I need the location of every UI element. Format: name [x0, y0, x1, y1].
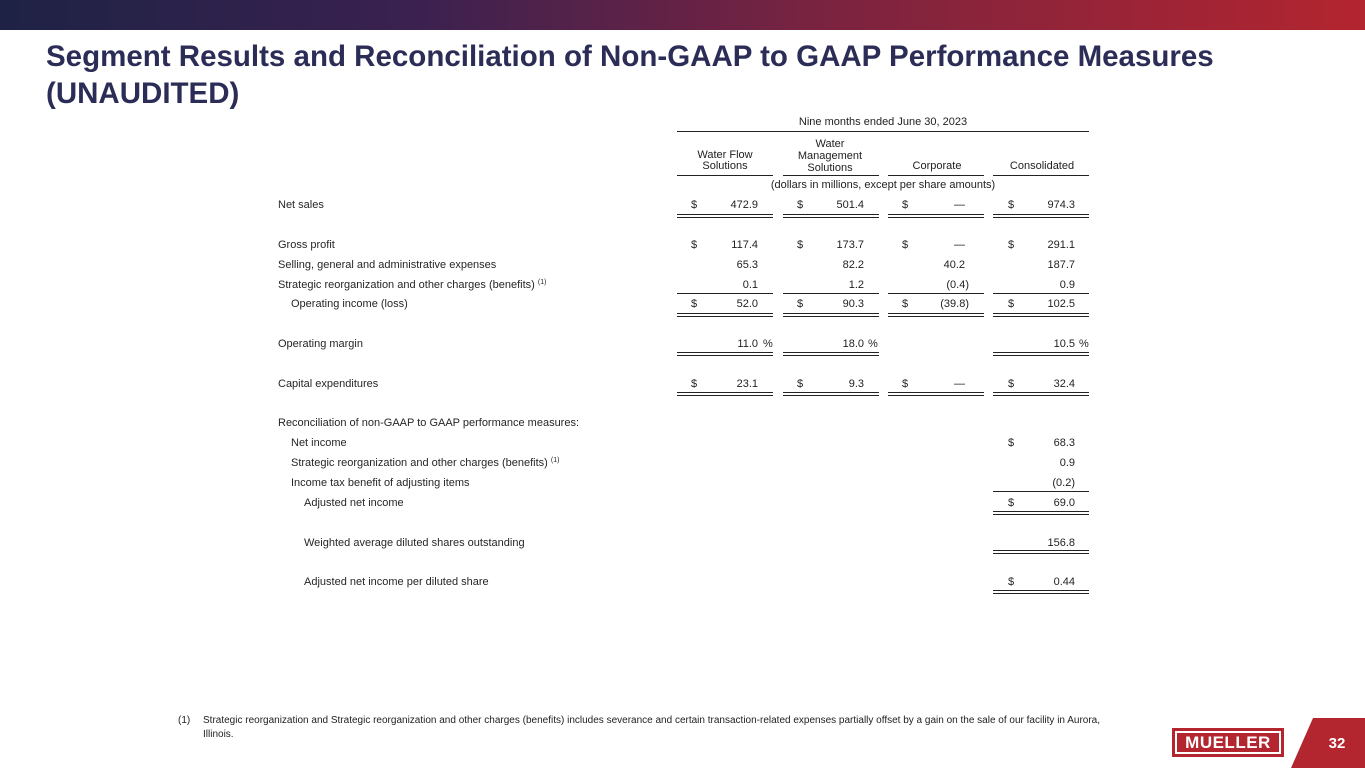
- recon-label-per-share: Adjusted net income per diluted share: [304, 576, 489, 588]
- currency-symbol: $: [797, 199, 804, 211]
- cell-op-margin-wms: 18.0: [842, 338, 864, 350]
- col-header-wfs-line-2: Solutions: [702, 160, 748, 172]
- col-header-corporate: Corporate: [912, 160, 962, 172]
- double-rule: [783, 214, 879, 218]
- cell-strategic-cons: 0.9: [1059, 279, 1075, 291]
- percent-sign: %: [1079, 338, 1089, 350]
- currency-symbol: $: [1008, 576, 1015, 588]
- col-header-wfs-line-1: Water Flow: [697, 149, 753, 161]
- recon-label-net-income: Net income: [291, 437, 347, 449]
- cell-recon-tax: (0.2): [1052, 477, 1075, 489]
- double-rule: [783, 352, 879, 356]
- cell-op-income-wms: 90.3: [842, 298, 864, 310]
- row-label-sga: Selling, general and administrative expenses: [278, 259, 497, 271]
- cell-recon-per-share: 0.44: [1053, 576, 1075, 588]
- double-rule: [993, 590, 1089, 594]
- col-header-corporate-rule: [888, 175, 984, 176]
- cell-capex-cons: 32.4: [1053, 378, 1075, 390]
- currency-symbol: $: [1008, 239, 1015, 251]
- double-rule: [888, 313, 984, 317]
- recon-label-adj-net-income: Adjusted net income: [304, 497, 404, 509]
- cell-op-income-corp: (39.8): [940, 298, 969, 310]
- subtotal-rule: [993, 293, 1089, 294]
- subtotal-rule: [888, 293, 984, 294]
- currency-symbol: $: [902, 239, 909, 251]
- currency-symbol: $: [691, 298, 698, 310]
- cell-op-margin-cons: 10.5: [1053, 338, 1075, 350]
- mueller-logo-text: MUELLER: [1177, 733, 1279, 752]
- recon-heading: Reconciliation of non-GAAP to GAAP performance measures:: [278, 417, 580, 429]
- recon-label-strategic: [291, 457, 559, 470]
- cell-recon-adj-net-income: 69.0: [1053, 497, 1075, 509]
- page-number: 32: [1328, 735, 1346, 752]
- currency-symbol: $: [797, 378, 804, 390]
- cell-capex-wms: 9.3: [848, 378, 864, 390]
- recon-label-shares: Weighted average diluted shares outstanding: [304, 537, 525, 549]
- double-rule: [677, 214, 773, 218]
- double-rule: [993, 214, 1089, 218]
- cell-capex-wfs: 23.1: [736, 378, 758, 390]
- recon-label-strategic-text: Strategic reorganization and other charges (benefits): [291, 457, 548, 469]
- subtotal-rule: [993, 491, 1089, 492]
- units-note: (dollars in millions, except per share amounts): [770, 179, 996, 191]
- cell-op-income-wfs: 52.0: [736, 298, 758, 310]
- footnote-ref: (1): [537, 279, 547, 286]
- footnote-ref: (1): [550, 457, 560, 464]
- currency-symbol: $: [1008, 298, 1015, 310]
- double-rule: [677, 352, 773, 356]
- cell-strategic-wfs: 0.1: [742, 279, 758, 291]
- double-rule: [888, 214, 984, 218]
- footnote-number: (1): [178, 715, 191, 726]
- col-header-wfs-rule: [677, 175, 773, 176]
- col-header-wms-line-1: Water: [815, 138, 845, 150]
- currency-symbol: $: [691, 239, 698, 251]
- currency-symbol: $: [691, 378, 698, 390]
- cell-net-sales-wfs: 472.9: [730, 199, 758, 211]
- cell-gross-profit-cons: 291.1: [1047, 239, 1075, 251]
- row-label-strategic-reorg: [278, 279, 546, 292]
- cell-op-income-cons: 102.5: [1047, 298, 1075, 310]
- percent-sign: %: [763, 338, 773, 350]
- cell-recon-net-income: 68.3: [1053, 437, 1075, 449]
- double-rule: [783, 313, 879, 317]
- currency-symbol: $: [902, 378, 909, 390]
- double-rule: [993, 511, 1089, 515]
- cell-recon-strategic: 0.9: [1059, 457, 1075, 469]
- row-label-capex: Capital expenditures: [278, 378, 379, 390]
- row-label-operating-income: Operating income (loss): [291, 298, 408, 310]
- row-label-gross-profit: Gross profit: [278, 239, 335, 251]
- cell-capex-corp: —: [954, 378, 965, 390]
- mueller-logo: [1172, 728, 1284, 757]
- cell-strategic-wms: 1.2: [848, 279, 864, 291]
- cell-op-margin-wfs: 11.0: [737, 338, 758, 350]
- footnote-text: Strategic reorganization and Strategic reorganization and other charges (benefits) includes severance and certain transaction-related expenses partially offset by a gain on the sale of our facility in Aurora, Illinois.: [203, 715, 1101, 740]
- period-header: Nine months ended June 30, 2023: [798, 116, 968, 128]
- row-label-net-sales: Net sales: [278, 199, 324, 211]
- subtotal-rule: [677, 293, 773, 294]
- double-rule: [993, 550, 1089, 554]
- currency-symbol: $: [1008, 378, 1015, 390]
- currency-symbol: $: [797, 239, 804, 251]
- cell-net-sales-cons: 974.3: [1047, 199, 1075, 211]
- currency-symbol: $: [1008, 437, 1015, 449]
- subtotal-rule: [783, 293, 879, 294]
- currency-symbol: $: [1008, 199, 1015, 211]
- currency-symbol: $: [797, 298, 804, 310]
- page-title-line-2: (UNAUDITED): [46, 77, 240, 110]
- currency-symbol: $: [902, 199, 909, 211]
- double-rule: [993, 352, 1089, 356]
- currency-symbol: $: [691, 199, 698, 211]
- double-rule: [677, 313, 773, 317]
- recon-label-tax: Income tax benefit of adjusting items: [291, 477, 470, 489]
- double-rule: [993, 392, 1089, 396]
- cell-net-sales-wms: 501.4: [836, 199, 864, 211]
- double-rule: [888, 392, 984, 396]
- double-rule: [993, 313, 1089, 317]
- double-rule: [677, 392, 773, 396]
- cell-gross-profit-wms: 173.7: [836, 239, 864, 251]
- cell-sga-corp: 40.2: [943, 259, 965, 271]
- col-header-wms-line-2: Management: [797, 150, 863, 162]
- row-label-operating-margin: Operating margin: [278, 338, 363, 350]
- percent-sign: %: [868, 338, 878, 350]
- currency-symbol: $: [1008, 497, 1015, 509]
- cell-gross-profit-corp: —: [954, 239, 965, 251]
- cell-gross-profit-wfs: 117.4: [731, 239, 758, 251]
- cell-sga-cons: 187.7: [1047, 259, 1075, 271]
- cell-net-sales-corp: —: [954, 199, 965, 211]
- col-header-consolidated: Consolidated: [1009, 160, 1075, 172]
- cell-strategic-corp: (0.4): [946, 279, 969, 291]
- row-label-strategic-reorg-text: Strategic reorganization and other charges (benefits): [278, 279, 535, 291]
- currency-symbol: $: [902, 298, 909, 310]
- double-rule: [783, 392, 879, 396]
- col-header-wms-line-3: Solutions: [807, 162, 853, 174]
- period-header-rule: [677, 131, 1089, 132]
- page-title-line-1: Segment Results and Reconciliation of Non-GAAP to GAAP Performance Measures: [46, 40, 1214, 73]
- cell-sga-wfs: 65.3: [736, 259, 758, 271]
- col-header-wms-rule: [783, 175, 879, 176]
- col-header-consolidated-rule: [993, 175, 1089, 176]
- cell-sga-wms: 82.2: [842, 259, 864, 271]
- cell-recon-shares: 156.8: [1047, 537, 1075, 549]
